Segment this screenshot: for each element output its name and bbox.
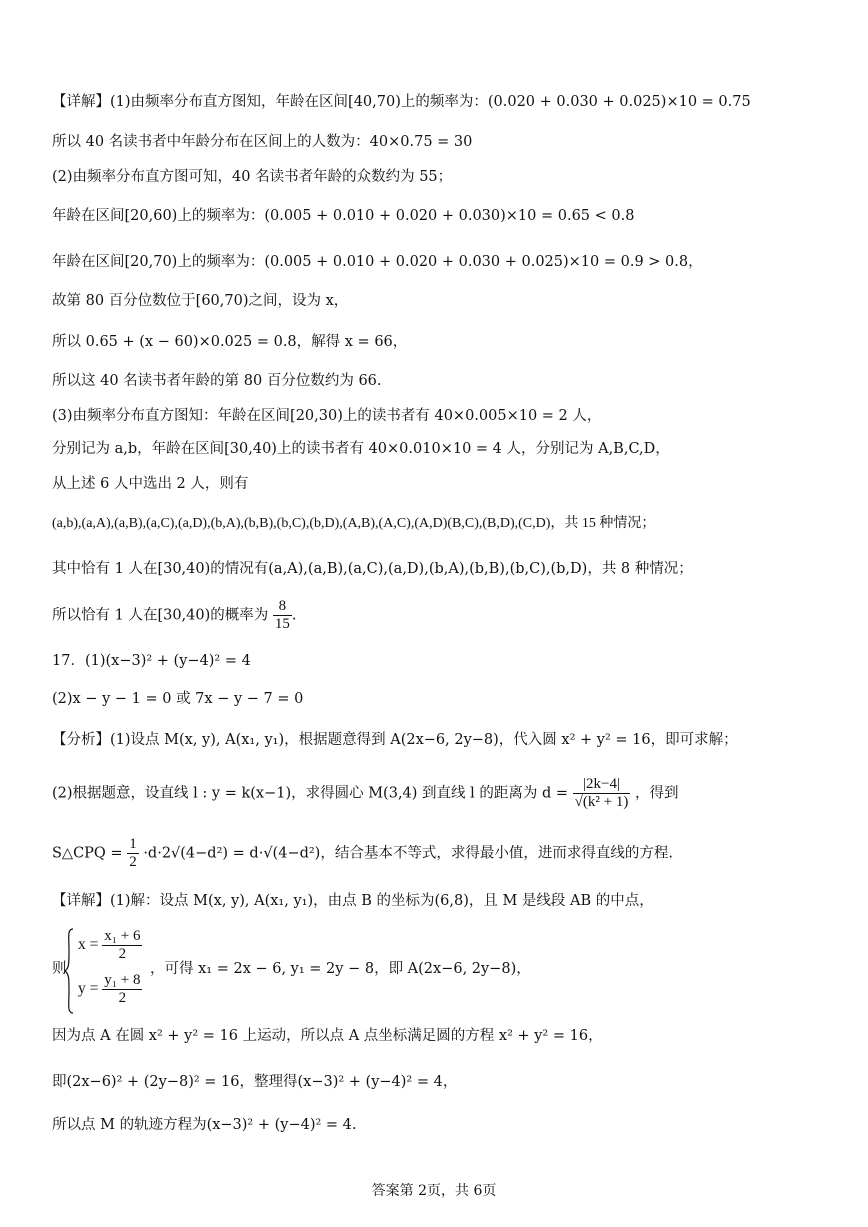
then-label: 则 [52,961,67,977]
case-x-fraction [102,928,142,963]
detail-2-mode: (2)由频率分布直方图可知，40 名读书者年龄的众数约为 55； [52,169,453,185]
analysis-2-tail: ，得到 [634,785,679,802]
detail-17-1: 【详解】(1)解：设点 M(x, y), A(x₁, y₁)，由点 B 的坐标为(6,8)，且 M 是线段 AB 的中点， [52,893,654,909]
case-y [78,972,142,1007]
detail-3-labels: 分别记为 a,b，年龄在区间[30,40)上的读书者有 40×0.010×10 = 4 人，分别记为 A,B,C,D， [52,441,670,457]
favorable-outcomes: 其中恰有 1 人在[30,40)的情况有(a,A),(a,B),(a,C),(a,D),(b,A),(b,B),(b,C),(b,D)，共 8 种情况； [52,561,693,577]
percentile-equation: 所以 0.65 + (x − 60)×0.025 = 0.8，解得 x = 66， [52,334,408,350]
analysis-2-text: (2)根据题意，设直线 l : y = k(x−1)，求得圆心 M(3,4) 到直线 l 的距离为 d = [52,785,569,802]
half-fraction [127,836,139,871]
percentile-interval: 故第 80 百分位数位于[60,70)之间，设为 x， [52,293,349,309]
fraction-numerator: 8 [273,598,292,616]
point-on-circle: 因为点 A 在圆 x² + y² = 16 上运动，所以点 A 点坐标满足圆的方程 x² + y² = 16， [52,1028,603,1044]
answer-17-1: 17．(1)(x−3)² + (y−4)² = 4 [52,653,251,669]
probability-fraction [273,598,292,633]
trajectory-equation: 所以点 M 的轨迹方程为(x−3)² + (y−4)² = 4. [52,1117,357,1133]
solve-coordinates: ，可得 x₁ = 2x − 6, y₁ = 2y − 8，即 A(2x−6, 2y−8)， [150,961,531,977]
case-y-denominator: 2 [118,990,127,1006]
substitute-simplify: 即(2x−6)² + (2y−8)² = 16，整理得(x−3)² + (y−4)² = 4， [52,1074,458,1090]
distance-numerator: |2k−4| [573,776,631,794]
detail-3-count-a: (3)由频率分布直方图知：年龄在区间[20,30)上的读书者有 40×0.005×10 = 2 人， [52,408,602,424]
period: . [291,607,297,624]
area-symbol: S△CPQ = [52,845,123,862]
answer-17-2: (2)x − y − 1 = 0 或 7x − y − 7 = 0 [52,691,304,707]
area-formula-line [52,836,673,871]
choose-two: 从上述 6 人中选出 2 人，则有 [52,476,249,492]
area-formula-text: ·d·2√(4−d²) = d·√(4−d²)，结合基本不等式，求得最小值，进而求得直线的方程. [143,845,673,862]
analysis-2-line [52,776,678,811]
distance-denominator: √(k² + 1) [574,794,629,810]
half-denominator: 2 [129,854,137,870]
freq-20-60: 年龄在区间[20,60)上的频率为：(0.005 + 0.010 + 0.020 + 0.030)×10 = 0.65 < 0.8 [52,208,635,224]
case-x-label: x = [78,936,99,954]
case-y-numerator: y₁ + 8 [104,972,141,988]
case-x [78,928,142,963]
freq-20-70: 年龄在区间[20,70)上的频率为：(0.005 + 0.010 + 0.020 + 0.030 + 0.025)×10 = 0.9 > 0.8， [52,254,703,270]
case-x-denominator: 2 [118,946,127,962]
percentile-result: 所以这 40 名读书者年龄的第 80 百分位数约为 66. [52,373,382,389]
page-footer: 答案第 2页，共 6页 [371,1183,497,1199]
detail-1-count: 所以 40 名读书者中年龄分布在区间上的人数为：40×0.75 = 30 [52,134,473,150]
fraction-denominator: 15 [274,616,290,632]
left-brace [64,928,74,1014]
detail-1: 【详解】(1)由频率分布直方图知，年龄在区间[40,70)上的频率为：(0.020 + 0.030 + 0.025)×10 = 0.75 [52,94,751,110]
case-y-label: y = [78,980,99,998]
case-x-numerator: x₁ + 6 [104,928,141,944]
case-y-fraction [102,972,142,1007]
outcome-list: (a,b),(a,A),(a,B),(a,C),(a,D),(b,A),(b,B),(b,C),(b,D),(A,B),(A,C),(A,D)(B,C),(B,D),(C,D)，共 15 种情况； [52,516,656,531]
half-numerator: 1 [129,836,137,852]
analysis-1: 【分析】(1)设点 M(x, y), A(x₁, y₁)，根据题意得到 A(2x−6, 2y−8)，代入圆 x² + y² = 16，即可求解； [52,732,738,748]
probability-line [52,598,297,633]
probability-text: 所以恰有 1 人在[30,40)的概率为 [52,607,269,624]
distance-fraction [573,776,631,811]
